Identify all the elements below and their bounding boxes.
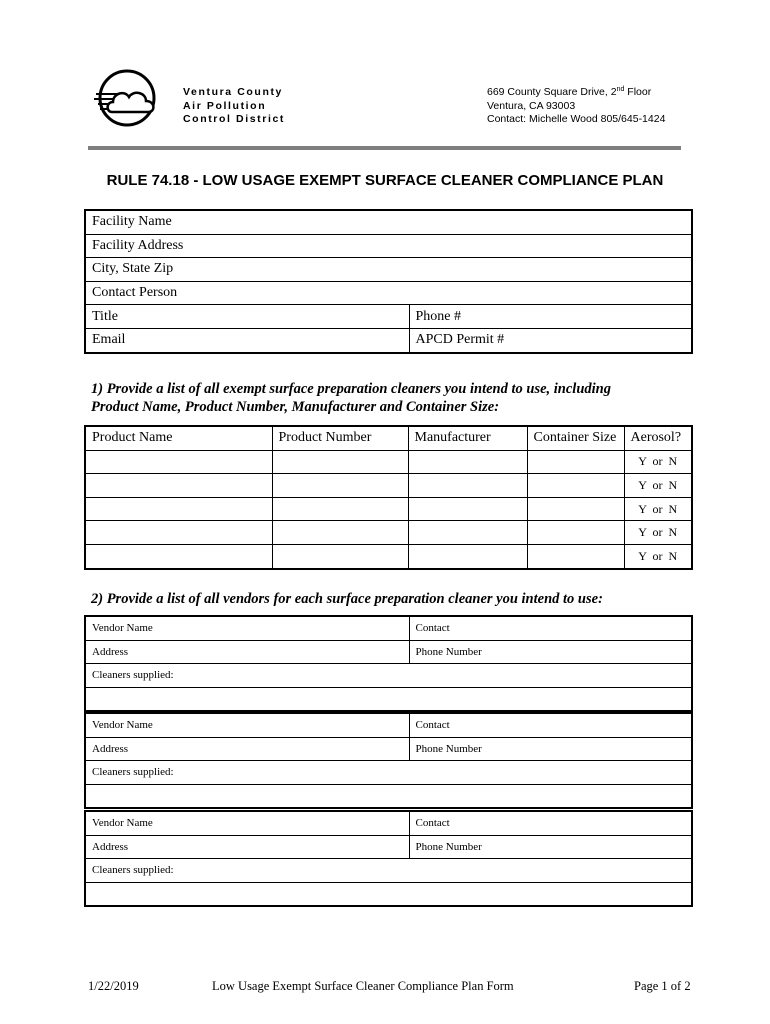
manufacturer-cell[interactable] [408, 474, 527, 498]
product-name-cell[interactable] [85, 450, 272, 474]
manufacturer-cell[interactable] [408, 497, 527, 521]
city-state-zip-field[interactable]: City, State Zip [85, 258, 692, 282]
footer-page-number: Page 1 of 2 [634, 979, 691, 993]
address-line-3: Contact: Michelle Wood 805/645-1424 [487, 113, 666, 125]
product-number-cell[interactable] [272, 544, 408, 568]
product-name-cell[interactable] [85, 497, 272, 521]
contact-field[interactable]: Contact [409, 616, 692, 640]
apcd-permit-field[interactable]: APCD Permit # [409, 328, 692, 352]
container-size-cell[interactable] [527, 497, 624, 521]
agency-line: Control District [183, 113, 286, 125]
facility-name-field[interactable]: Facility Name [85, 210, 692, 234]
agency-name [183, 86, 285, 127]
table-row [85, 450, 692, 474]
address-line-2: Ventura, CA 93003 [487, 99, 576, 112]
manufacturer-cell[interactable] [408, 450, 527, 474]
aerosol-option[interactable]: Y or N [624, 521, 692, 545]
address-field[interactable]: Address [85, 737, 409, 761]
phone-number-field[interactable]: Phone Number [409, 737, 692, 761]
product-name-cell[interactable] [85, 474, 272, 498]
vendor-name-field[interactable]: Vendor Name [85, 811, 409, 835]
product-table-header [85, 426, 692, 450]
header-divider [88, 146, 681, 150]
address-line-1: 669 County Square Drive, 2nd Floor [487, 86, 652, 98]
column-header: Product Number [272, 426, 408, 450]
phone-number-field[interactable]: Phone Number [409, 835, 692, 859]
aerosol-option[interactable]: Y or N [624, 450, 692, 474]
column-header: Manufacturer [408, 426, 527, 450]
address-field[interactable]: Address [85, 835, 409, 859]
vendor-block [84, 615, 693, 712]
column-header: Container Size [527, 426, 624, 450]
cleaners-supplied-field[interactable] [85, 882, 692, 906]
cleaners-supplied-label: Cleaners supplied: [85, 761, 692, 785]
facility-info-table [84, 209, 693, 354]
column-header: Product Name [85, 426, 272, 450]
column-header: Aerosol? [624, 426, 692, 450]
footer-form-name: Low Usage Exempt Surface Cleaner Compliance Plan Form [212, 979, 514, 993]
container-size-cell[interactable] [527, 474, 624, 498]
table-row [85, 544, 692, 568]
product-name-cell[interactable] [85, 521, 272, 545]
title-field[interactable]: Title [85, 305, 409, 329]
contact-field[interactable]: Contact [409, 811, 692, 835]
cleaners-supplied-field[interactable] [85, 687, 692, 711]
vendor-block [84, 810, 693, 907]
aerosol-option[interactable]: Y or N [624, 544, 692, 568]
container-size-cell[interactable] [527, 521, 624, 545]
question-1-line-1: 1) Provide a list of all exempt surface preparation cleaners you intend to use, including [91, 381, 611, 397]
agency-line: Air Pollution [183, 99, 267, 112]
apcd-logo [92, 68, 162, 128]
cleaners-supplied-label: Cleaners supplied: [85, 859, 692, 883]
product-name-cell[interactable] [85, 544, 272, 568]
agency-address [487, 86, 665, 127]
phone-field[interactable]: Phone # [409, 305, 692, 329]
product-number-cell[interactable] [272, 521, 408, 545]
table-row [85, 521, 692, 545]
table-row [85, 474, 692, 498]
manufacturer-cell[interactable] [408, 521, 527, 545]
product-number-cell[interactable] [272, 497, 408, 521]
manufacturer-cell[interactable] [408, 544, 527, 568]
container-size-cell[interactable] [527, 450, 624, 474]
footer-date: 1/22/2019 [88, 979, 139, 993]
vendor-block [84, 712, 693, 809]
aerosol-option[interactable]: Y or N [624, 497, 692, 521]
product-number-cell[interactable] [272, 450, 408, 474]
table-row [85, 497, 692, 521]
aerosol-option[interactable]: Y or N [624, 474, 692, 498]
container-size-cell[interactable] [527, 544, 624, 568]
contact-field[interactable]: Contact [409, 713, 692, 737]
email-field[interactable]: Email [85, 328, 409, 352]
vendor-name-field[interactable]: Vendor Name [85, 616, 409, 640]
agency-line: Ventura County [183, 86, 283, 98]
phone-number-field[interactable]: Phone Number [409, 640, 692, 664]
product-number-cell[interactable] [272, 474, 408, 498]
product-table [84, 425, 693, 570]
cleaners-supplied-label: Cleaners supplied: [85, 664, 692, 688]
question-1 [91, 380, 611, 416]
page-title: RULE 74.18 - LOW USAGE EXEMPT SURFACE CLEANER COMPLIANCE PLAN [106, 172, 664, 189]
facility-address-field[interactable]: Facility Address [85, 234, 692, 258]
question-1-line-2: Product Name, Product Number, Manufacturer and Container Size: [91, 399, 500, 415]
vendor-name-field[interactable]: Vendor Name [85, 713, 409, 737]
question-2: 2) Provide a list of all vendors for each surface preparation cleaner you intend to use: [91, 591, 603, 607]
cloud-wind-logo-icon [92, 68, 162, 128]
cleaners-supplied-field[interactable] [85, 784, 692, 808]
address-field[interactable]: Address [85, 640, 409, 664]
contact-person-field[interactable]: Contact Person [85, 281, 692, 305]
